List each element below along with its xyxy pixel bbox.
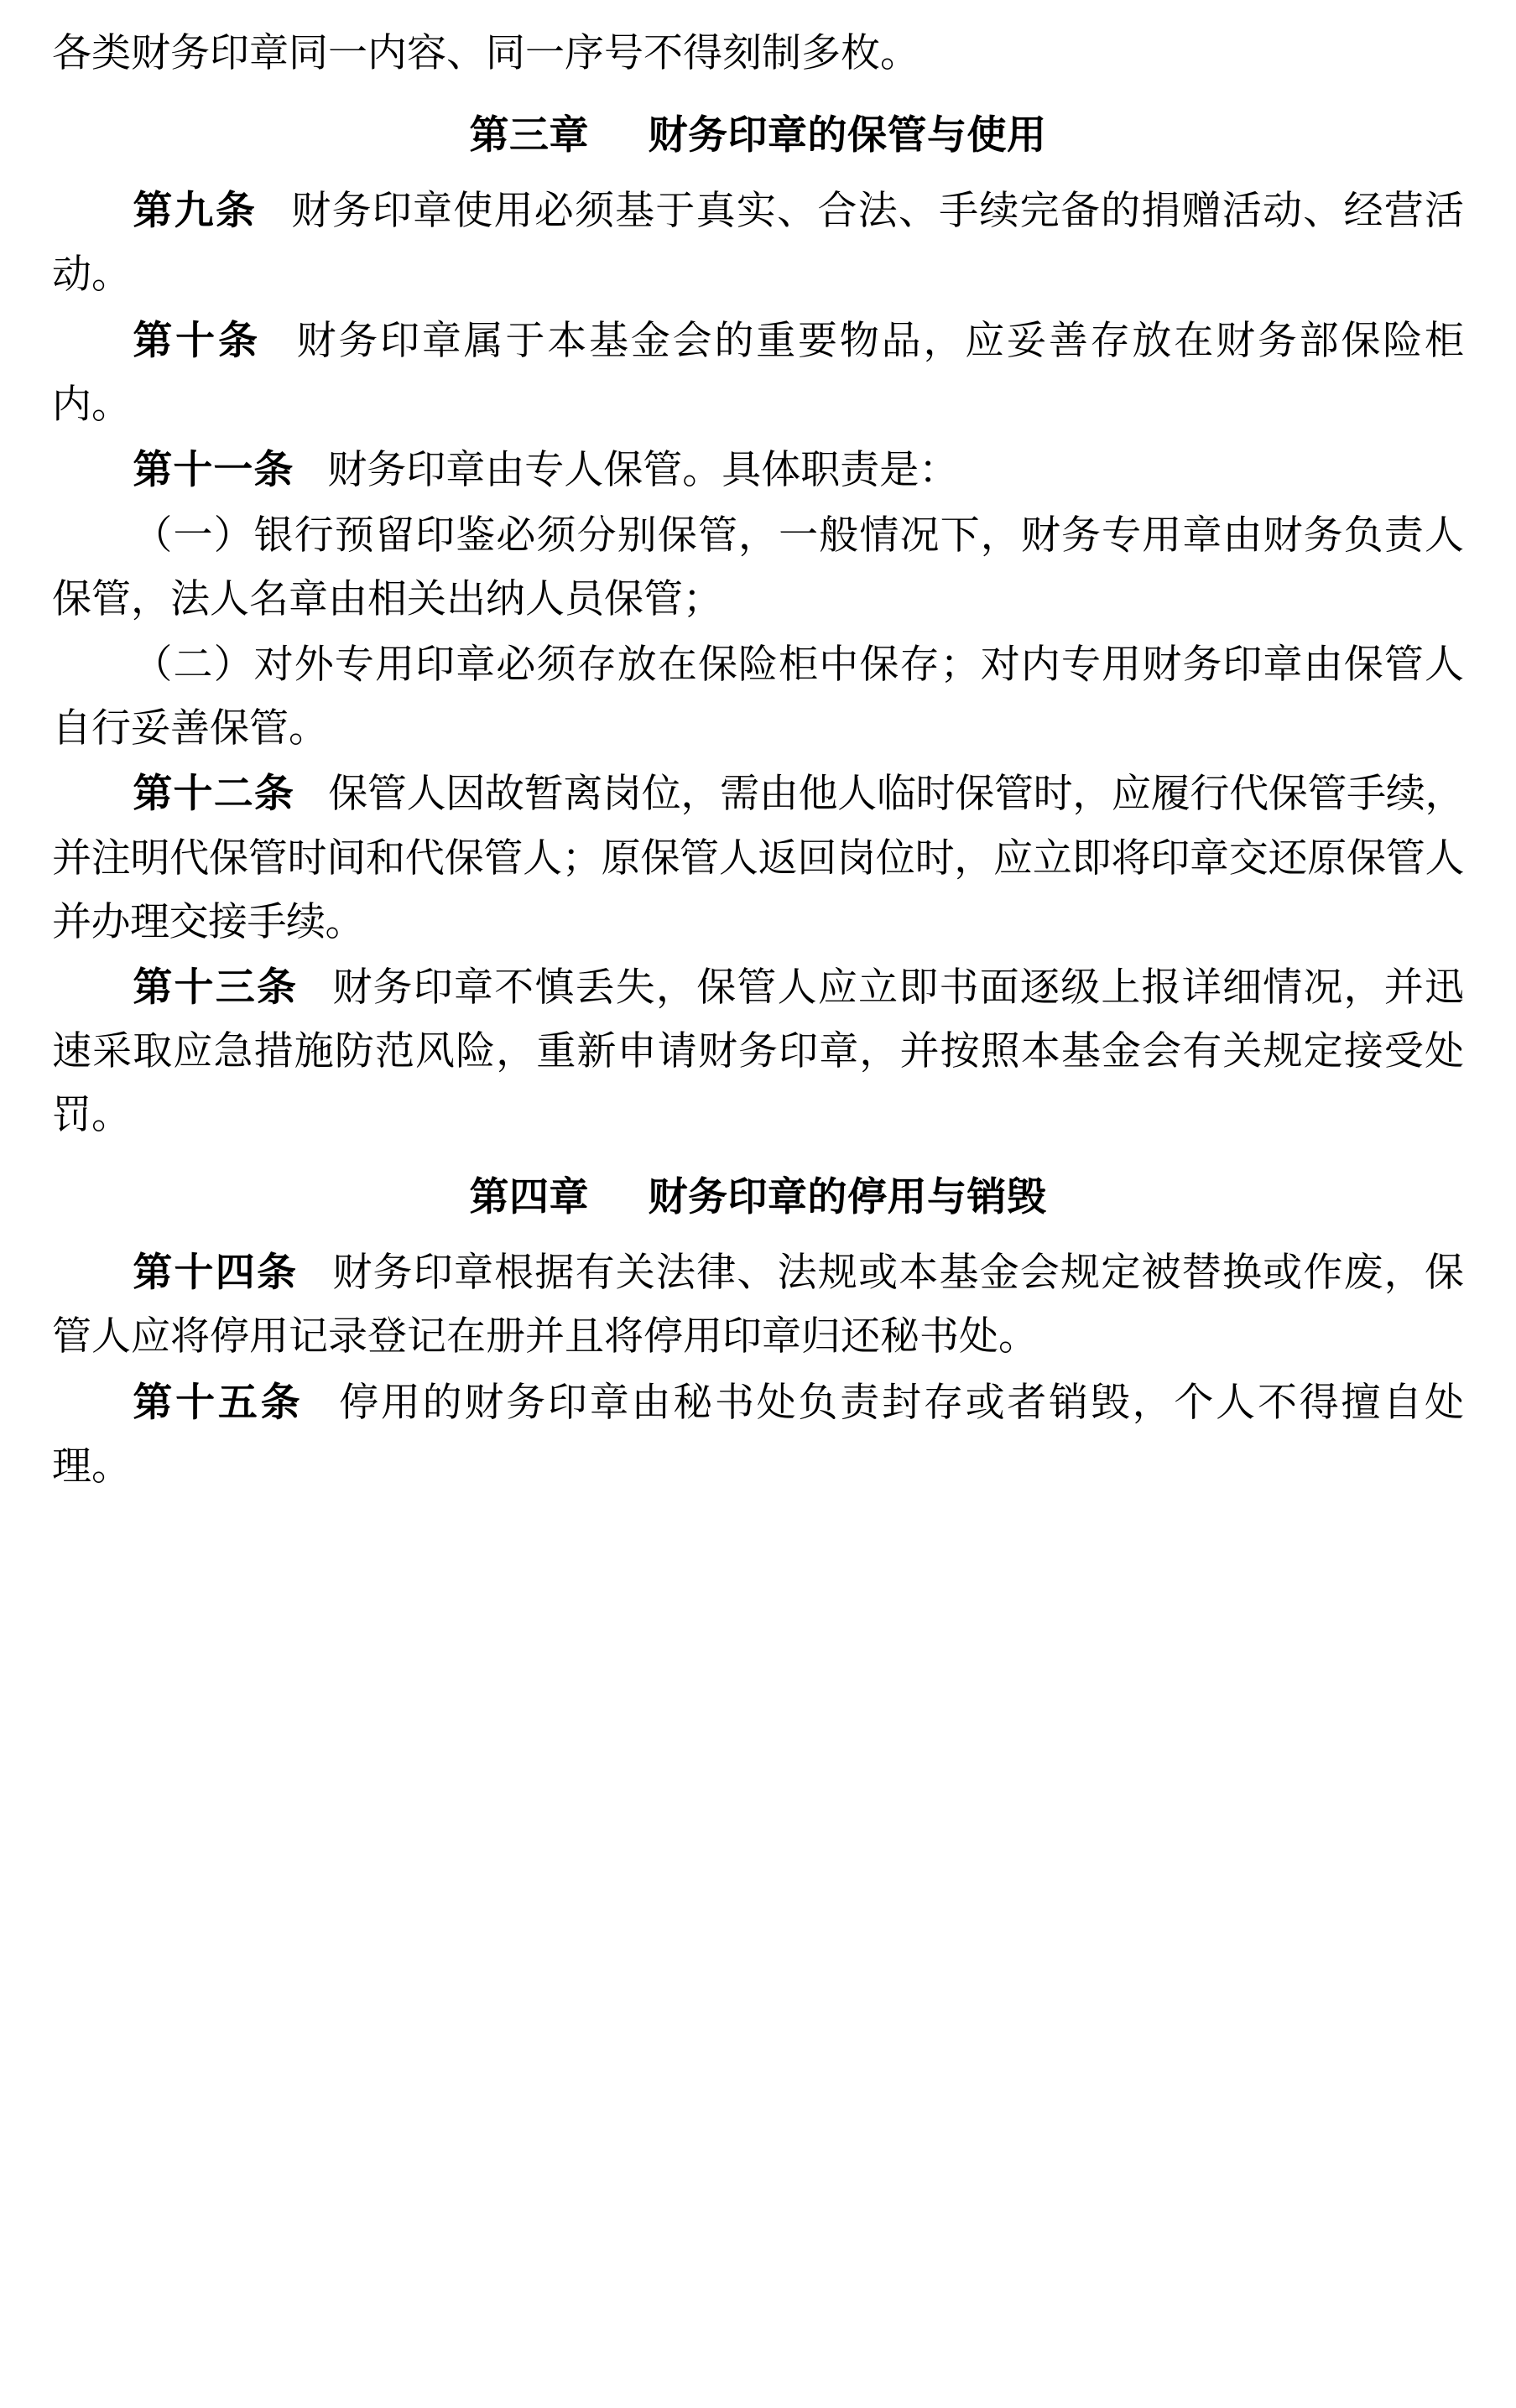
- chapter-title: 财务印章的停用与销毁: [648, 1174, 1047, 1221]
- chapter-heading: [52, 104, 1464, 168]
- sub-item: （一）银行预留印鉴必须分别保管，一般情况下，财务专用章由财务负责人保管，法人名章由相关出纳人员保管；: [52, 512, 1464, 622]
- article: [52, 1371, 1464, 1499]
- article: [52, 1241, 1464, 1369]
- chapter-number: 第三章: [469, 112, 589, 159]
- article-number: 第十三条: [133, 964, 299, 1011]
- article: [52, 762, 1464, 954]
- article: [52, 309, 1464, 437]
- document-body: [52, 22, 1464, 1499]
- article-number: 第九条: [133, 188, 258, 235]
- article-number: 第十条: [133, 317, 261, 364]
- article-number: 第十四条: [133, 1250, 299, 1297]
- article-number: 第十一条: [133, 446, 294, 493]
- article-text: 财务印章使用必须基于真实、合法、手续完备的捐赠活动、经营活动。: [52, 188, 1465, 299]
- chapter-title: 财务印章的保管与使用: [648, 112, 1047, 159]
- article-number: 第十五条: [133, 1379, 304, 1426]
- article-text: 停用的财务印章由秘书处负责封存或者销毁，个人不得擅自处理。: [52, 1379, 1465, 1490]
- article-text: 财务印章由专人保管。具体职责是：: [327, 446, 959, 493]
- article-text: 财务印章根据有关法律、法规或本基金会规定被替换或作废，保管人应将停用记录登记在册并且将停用印章归还秘书处。: [52, 1250, 1465, 1360]
- article-text: 保管人因故暂离岗位，需由他人临时保管时，应履行代保管手续，并注明代保管时间和代保管人；原保管人返回岗位时，应立即将印章交还原保管人并办理交接手续。: [52, 771, 1465, 945]
- paragraph: 各类财务印章同一内容、同一序号不得刻制多枚。: [52, 30, 919, 76]
- article-number: 第十二条: [133, 771, 295, 818]
- article-text: 财务印章属于本基金会的重要物品，应妥善存放在财务部保险柜内。: [52, 317, 1465, 428]
- chapter-number: 第四章: [469, 1174, 589, 1221]
- article: [52, 179, 1464, 307]
- article-text: 财务印章不慎丢失，保管人应立即书面逐级上报详细情况，并迅速采取应急措施防范风险，重新申请财务印章，并按照本基金会有关规定接受处罚。: [52, 964, 1465, 1138]
- sub-item: （二）对外专用印章必须存放在保险柜中保存；对内专用财务印章由保管人自行妥善保管。: [52, 642, 1464, 752]
- article: [52, 956, 1464, 1147]
- article: [52, 439, 1464, 502]
- chapter-heading: [52, 1166, 1464, 1230]
